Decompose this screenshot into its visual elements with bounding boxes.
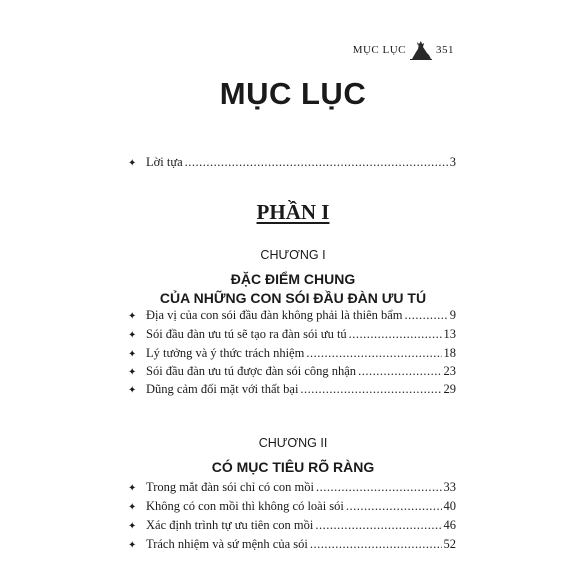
toc-entry-label: Lời tựa bbox=[146, 155, 183, 169]
bullet-icon: ✦ bbox=[128, 349, 137, 360]
toc-entry[interactable] bbox=[128, 480, 456, 498]
toc-entry[interactable] bbox=[128, 308, 456, 326]
dot-leader bbox=[349, 327, 442, 342]
toc-entry[interactable] bbox=[128, 327, 456, 345]
toc-entry-page: 46 bbox=[443, 518, 456, 532]
toc-entry-page: 3 bbox=[449, 155, 456, 169]
toc-entry[interactable] bbox=[128, 537, 456, 555]
toc-entry-page: 29 bbox=[443, 382, 456, 396]
dot-leader bbox=[346, 499, 442, 514]
toc-entry-label: Sói đầu đàn ưu tú sẽ tạo ra đàn sói ưu tú bbox=[146, 327, 347, 341]
dot-leader bbox=[405, 308, 448, 323]
chapter-title-line: CÓ MỤC TIÊU RÕ RÀNG bbox=[211, 459, 375, 475]
dot-leader bbox=[310, 537, 442, 552]
toc-entry-preface[interactable] bbox=[128, 155, 456, 173]
dot-leader bbox=[306, 346, 441, 361]
chapter-label: CHƯƠNG I bbox=[260, 248, 326, 262]
bullet-icon: ✦ bbox=[128, 330, 137, 341]
toc-entry-label: Sói đầu đàn ưu tú được đàn sói công nhận bbox=[146, 364, 357, 378]
chapter-label: CHƯƠNG II bbox=[258, 436, 328, 450]
howling-wolf-icon bbox=[410, 40, 432, 60]
dot-leader bbox=[300, 382, 441, 397]
toc-entry-page: 23 bbox=[443, 364, 456, 378]
toc-entry-label: Địa vị của con sói đầu đàn không phải là thiên bẩm bbox=[146, 308, 403, 322]
toc-entry[interactable] bbox=[128, 364, 456, 382]
bullet-icon: ✦ bbox=[128, 521, 137, 532]
toc-entry[interactable] bbox=[128, 499, 456, 517]
bullet-icon: ✦ bbox=[128, 502, 137, 513]
toc-entry-page: 33 bbox=[443, 480, 456, 494]
bullet-icon: ✦ bbox=[128, 483, 137, 494]
part-title: PHẦN I bbox=[256, 200, 330, 224]
bullet-icon: ✦ bbox=[128, 385, 137, 396]
toc-entry-label: Không có con mồi thì không có loài sói bbox=[146, 499, 344, 513]
toc-entry[interactable] bbox=[128, 346, 456, 364]
toc-entry-label: Xác định trình tự ưu tiên con mồi bbox=[146, 518, 314, 532]
running-header bbox=[353, 40, 454, 60]
page-title: MỤC LỤC bbox=[219, 76, 367, 111]
toc-entry[interactable] bbox=[128, 382, 456, 400]
toc-entry-page: 52 bbox=[443, 537, 456, 551]
chapter-title-line: CỦA NHỮNG CON SÓI ĐẦU ĐÀN ƯU TÚ bbox=[159, 290, 427, 306]
running-title: MỤC LỤC bbox=[352, 44, 406, 56]
bullet-icon: ✦ bbox=[128, 367, 137, 378]
toc-entry[interactable] bbox=[128, 518, 456, 536]
toc-entry-label: Trong mắt đàn sói chỉ có con mồi bbox=[146, 480, 314, 494]
dot-leader bbox=[185, 155, 448, 170]
dot-leader bbox=[358, 364, 441, 379]
toc-entry-label: Lý tưởng và ý thức trách nhiệm bbox=[146, 346, 305, 360]
dot-leader bbox=[316, 480, 442, 495]
toc-entry-page: 9 bbox=[449, 308, 456, 322]
bullet-icon: ✦ bbox=[128, 311, 137, 322]
dot-leader bbox=[315, 518, 441, 533]
running-page-number: 351 bbox=[436, 44, 454, 56]
toc-entry-label: Trách nhiệm và sứ mệnh của sói bbox=[146, 537, 308, 551]
toc-entry-page: 13 bbox=[443, 327, 456, 341]
toc-entry-page: 40 bbox=[443, 499, 456, 513]
toc-entry-page: 18 bbox=[443, 346, 456, 360]
chapter-title-line: ĐẶC ĐIỂM CHUNG bbox=[230, 271, 356, 287]
bullet-icon: ✦ bbox=[128, 158, 137, 169]
bullet-icon: ✦ bbox=[128, 540, 137, 551]
toc-entry-label: Dũng cảm đối mặt với thất bại bbox=[146, 382, 299, 396]
